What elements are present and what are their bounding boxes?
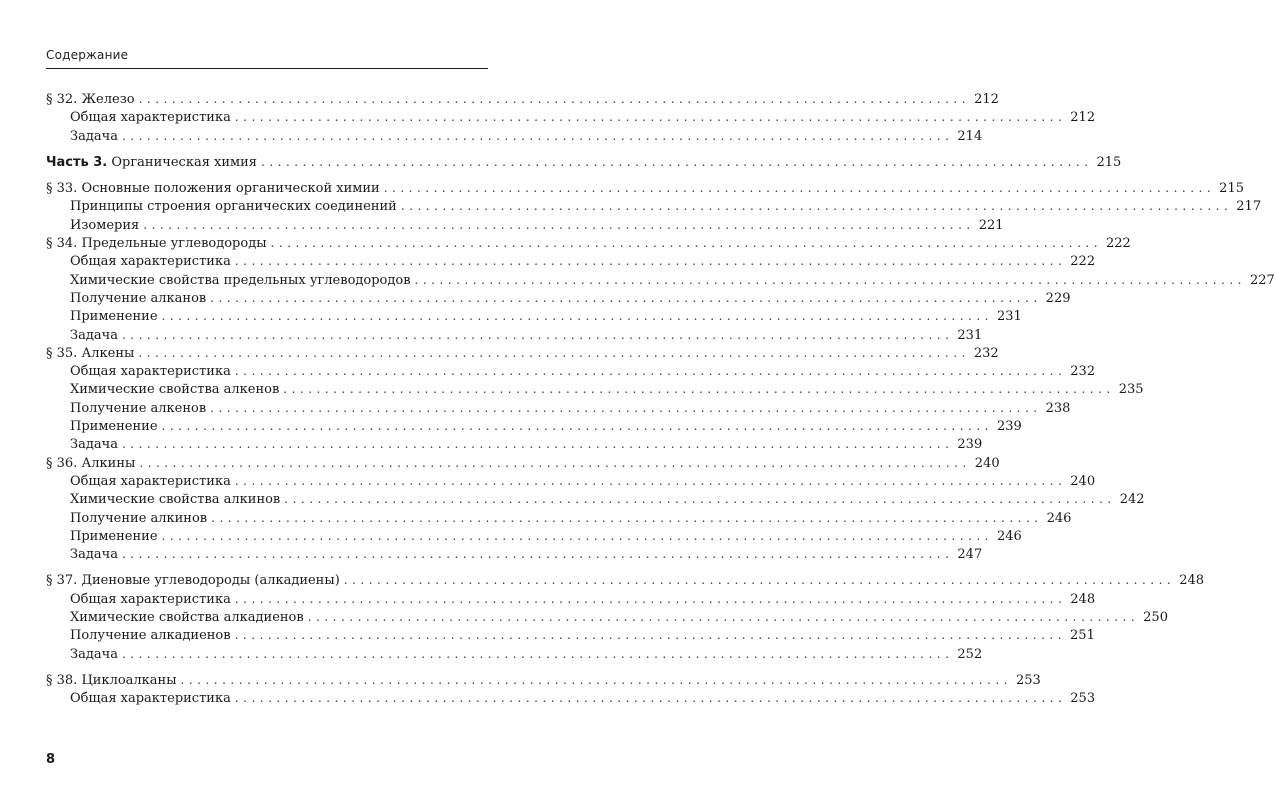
running-title: Содержание: [46, 48, 129, 62]
toc-section-row[interactable]: [46, 179, 1244, 197]
part-title: Органическая химия: [107, 154, 258, 170]
dot-leader: ....................................................................................................: [121, 128, 954, 143]
toc-page-number: 248: [1070, 591, 1096, 607]
dot-leader: ....................................................................................................: [161, 309, 993, 324]
dot-leader: ....................................................................................................: [283, 382, 1115, 397]
toc-page-number: 215: [1096, 154, 1122, 170]
toc-entry-title: Задача: [70, 128, 118, 144]
toc-entry-title: Получение алкинов: [70, 510, 208, 526]
dot-leader: ....................................................................................................: [307, 610, 1140, 625]
toc-subsection-row[interactable]: [46, 326, 983, 344]
toc-page-number: 212: [974, 92, 999, 107]
toc-subsection-row[interactable]: [46, 362, 1096, 380]
dot-leader: ....................................................................................................: [234, 591, 1067, 606]
toc-page-number: 240: [974, 455, 1000, 471]
dot-leader: ....................................................................................................: [343, 573, 1176, 588]
toc-subsection-row[interactable]: [46, 545, 983, 563]
dot-leader: ....................................................................................................: [161, 528, 993, 543]
toc-entry-title: Получение алкенов: [70, 400, 207, 416]
dot-leader: ....................................................................................................: [121, 327, 954, 342]
toc-subsection-row[interactable]: [46, 645, 983, 663]
toc-page-number: 242: [1119, 492, 1145, 508]
toc-subsection-row[interactable]: [46, 527, 1022, 545]
dot-leader: ....................................................................................................: [161, 419, 993, 434]
toc-subsection-row[interactable]: [46, 626, 1095, 644]
dot-leader: ....................................................................................................: [211, 510, 1043, 525]
toc-page-number: 239: [996, 419, 1022, 435]
toc-page-number: 231: [957, 327, 983, 343]
toc-subsection-row[interactable]: [46, 399, 1071, 417]
toc-page-number: 227: [1249, 272, 1275, 288]
toc-entry-title: Задача: [70, 437, 118, 453]
toc-subsection-row[interactable]: [46, 197, 1262, 215]
toc-subsection-row[interactable]: [46, 127, 983, 145]
toc-page-number: 248: [1179, 573, 1205, 589]
dot-leader: ....................................................................................................: [210, 290, 1042, 305]
toc-entry-title: Применение: [70, 528, 158, 544]
toc-page-number: 235: [1118, 382, 1144, 398]
toc-subsection-row[interactable]: [46, 509, 1072, 527]
toc-entry-title: Применение: [70, 419, 158, 435]
dot-leader: ....................................................................................................: [414, 272, 1246, 287]
toc-subsection-row[interactable]: [46, 289, 1071, 307]
page-number: 8: [46, 752, 56, 767]
toc-entry-title: Общая характеристика: [70, 110, 231, 126]
toc-entry-title: Химические свойства предельных углеводородов: [70, 272, 411, 288]
toc-page-number: 246: [1046, 510, 1072, 526]
dot-leader: ....................................................................................................: [234, 473, 1067, 488]
toc-entry-title: Химические свойства алкенов: [70, 382, 280, 398]
toc-subsection-row[interactable]: [46, 417, 1022, 435]
dot-leader: ....................................................................................................: [139, 455, 971, 470]
toc-page-number: 215: [1219, 181, 1244, 197]
toc-page-number: 252: [957, 646, 983, 662]
dot-leader: ....................................................................................................: [210, 400, 1042, 415]
dot-leader: ....................................................................................................: [121, 547, 954, 562]
toc-entry-title: Применение: [70, 309, 158, 325]
toc-page-number: 231: [996, 309, 1022, 325]
toc-page-number: 217: [1236, 199, 1262, 215]
toc-entry-title: Изомерия: [70, 217, 140, 233]
toc-page-number: 239: [957, 437, 983, 453]
dot-leader: ....................................................................................................: [138, 92, 971, 106]
toc-entry-title: § 33. Основные положения органической химии: [46, 181, 380, 197]
toc-section-row[interactable]: [46, 671, 1041, 689]
toc-page-number: 232: [1070, 364, 1096, 380]
dot-leader: ....................................................................................................: [270, 236, 1103, 251]
dot-leader: ....................................................................................................: [261, 154, 1093, 169]
toc-entry-title: Общая характеристика: [70, 591, 231, 607]
toc-entry-title: [46, 154, 257, 172]
toc-entry-title: Общая характеристика: [70, 364, 231, 380]
toc-subsection-row[interactable]: [46, 307, 1022, 325]
toc-page-number: 250: [1143, 610, 1168, 626]
toc-entry-title: § 36. Алкины: [46, 455, 136, 471]
toc-page-number: 229: [1045, 290, 1071, 306]
toc-entry-title: § 35. Алкены: [46, 345, 135, 361]
toc-entry-title: Задача: [70, 646, 118, 662]
toc-entry-title: § 38. Циклоалканы: [46, 672, 177, 688]
toc-page-number: 221: [978, 217, 1004, 233]
toc-section-row[interactable]: [46, 90, 999, 108]
toc-entry-title: Задача: [70, 327, 118, 343]
toc-page-number: 212: [1070, 110, 1096, 126]
toc-section-row[interactable]: [46, 571, 1205, 589]
toc-entry-title: Получение алканов: [70, 290, 207, 306]
toc-page-number: 222: [1106, 236, 1131, 252]
dot-leader: ....................................................................................................: [234, 254, 1067, 269]
dot-leader: ....................................................................................................: [400, 199, 1233, 214]
toc-subsection-row[interactable]: [46, 490, 1145, 508]
dot-leader: ....................................................................................................: [234, 364, 1067, 379]
dot-leader: ....................................................................................................: [121, 437, 954, 452]
toc-entry-title: § 37. Диеновые углеводороды (алкадиены): [46, 573, 340, 589]
toc-entry-title: Химические свойства алкадиенов: [70, 610, 304, 626]
dot-leader: ....................................................................................................: [284, 492, 1116, 507]
toc-page-number: 232: [973, 345, 999, 361]
toc-page-number: 240: [1070, 473, 1096, 489]
toc-section-row[interactable]: [46, 344, 999, 362]
dot-leader: ....................................................................................................: [383, 181, 1216, 196]
toc-entry-title: Задача: [70, 547, 118, 563]
toc-entry-title: Общая характеристика: [70, 691, 231, 707]
toc-subsection-row[interactable]: [46, 590, 1096, 608]
toc-subsection-row[interactable]: [46, 689, 1096, 707]
part-label: Часть 3.: [46, 154, 108, 170]
toc-entry-title: § 32. Железо: [46, 92, 135, 107]
toc-entry-title: § 34. Предельные углеводороды: [46, 236, 267, 252]
toc-section-row[interactable]: [46, 234, 1131, 252]
toc-subsection-row[interactable]: [46, 216, 1004, 234]
toc-page-number: 253: [1016, 672, 1041, 688]
dot-leader: ....................................................................................................: [234, 110, 1067, 125]
dot-leader: ....................................................................................................: [234, 691, 1067, 706]
toc-subsection-row[interactable]: [46, 472, 1096, 490]
dot-leader: ....................................................................................................: [234, 628, 1067, 643]
toc-subsection-row[interactable]: [46, 252, 1096, 270]
toc-page-number: 247: [957, 547, 983, 563]
toc-subsection-row[interactable]: [46, 435, 983, 453]
dot-leader: ....................................................................................................: [138, 345, 970, 360]
toc-part-row[interactable]: [46, 153, 1122, 171]
toc-entry-title: Общая характеристика: [70, 473, 231, 489]
toc-section-row[interactable]: [46, 454, 1000, 472]
toc-page-number: 246: [996, 528, 1022, 544]
toc-subsection-row[interactable]: [46, 608, 1168, 626]
header-rule: [46, 68, 488, 69]
toc-entry-title: Получение алкадиенов: [70, 628, 231, 644]
toc-entry-title: Химические свойства алкинов: [70, 492, 281, 508]
dot-leader: ....................................................................................................: [143, 217, 975, 232]
toc-subsection-row[interactable]: [46, 108, 1096, 126]
toc-subsection-row[interactable]: [46, 380, 1144, 398]
dot-leader: ....................................................................................................: [121, 646, 954, 661]
toc-page-number: 253: [1070, 691, 1096, 707]
table-of-contents: [46, 90, 1275, 708]
toc-page-number: 222: [1070, 254, 1096, 270]
toc-entry-title: Принципы строения органических соединений: [70, 199, 397, 215]
toc-page-number: 238: [1045, 400, 1071, 416]
toc-page-number: 251: [1070, 628, 1095, 644]
toc-subsection-row[interactable]: [46, 271, 1275, 289]
toc-page-number: 214: [957, 128, 983, 144]
dot-leader: ....................................................................................................: [180, 672, 1012, 687]
toc-entry-title: Общая характеристика: [70, 254, 231, 270]
